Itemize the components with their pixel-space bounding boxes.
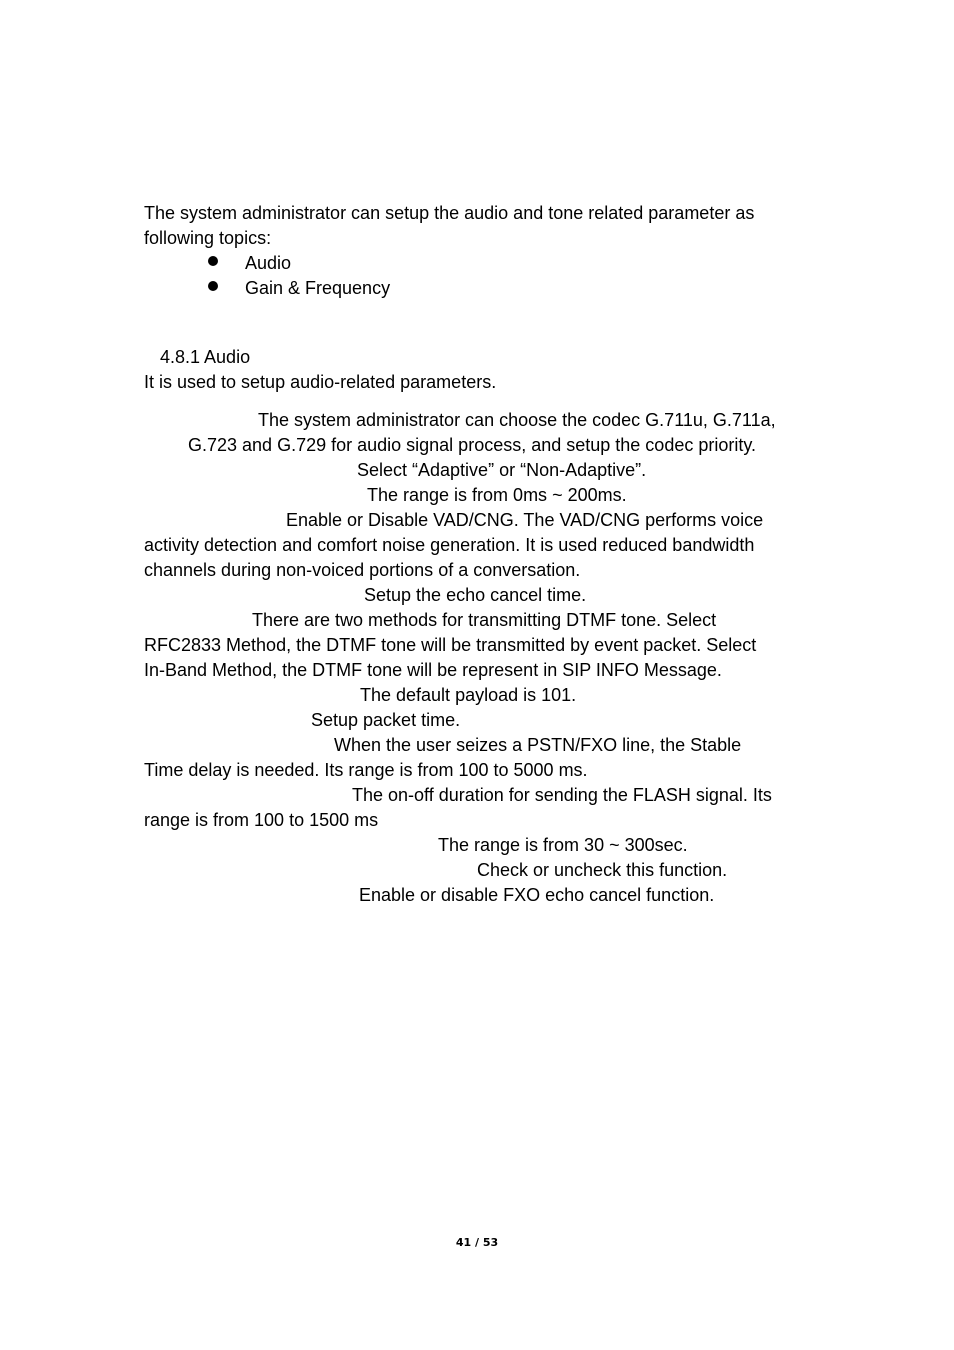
packet-time-description: Setup packet time. (311, 710, 461, 730)
section-heading: 4.8.1 Audio (160, 347, 251, 367)
fxo-echo-cancel-description: Enable or disable FXO echo cancel function. (359, 885, 715, 905)
section-description: It is used to setup audio-related parameters. (144, 372, 497, 392)
dtmf-description-cont: In-Band Method, the DTMF tone will be represent in SIP INFO Message. (144, 660, 722, 680)
bullet-icon (208, 281, 218, 291)
bullet-icon (208, 256, 218, 266)
check-function-description: Check or uncheck this function. (477, 860, 728, 880)
echo-cancel-description: Setup the echo cancel time. (364, 585, 587, 605)
flash-description-cont: range is from 100 to 1500 ms (144, 810, 379, 830)
vad-cng-description-cont: channels during non-voiced portions of a conversation. (144, 560, 581, 580)
vad-cng-description: Enable or Disable VAD/CNG. The VAD/CNG performs voice (286, 510, 764, 530)
flash-description: The on-off duration for sending the FLASH signal. Its (352, 785, 772, 805)
dtmf-description-cont: RFC2833 Method, the DTMF tone will be transmitted by event packet. Select (144, 635, 757, 655)
stable-time-description-cont: Time delay is needed. Its range is from 100 to 5000 ms. (144, 760, 588, 780)
range-description: The range is from 30 ~ 300sec. (438, 835, 688, 855)
codec-description-cont: G.723 and G.729 for audio signal process, and setup the codec priority. (188, 435, 757, 455)
page-number: 41 / 53 (455, 1236, 499, 1249)
payload-description: The default payload is 101. (360, 685, 577, 705)
intro-line-2: following topics: (144, 228, 272, 248)
codec-description: The system administrator can choose the codec G.711u, G.711a, (258, 410, 776, 430)
jitter-mode-description: Select “Adaptive” or “Non-Adaptive”. (357, 460, 647, 480)
stable-time-description: When the user seizes a PSTN/FXO line, the Stable (334, 735, 742, 755)
intro-line-1: The system administrator can setup the audio and tone related parameter as (144, 203, 755, 223)
topic-item-gain-frequency: Gain & Frequency (245, 278, 391, 298)
jitter-range-description: The range is from 0ms ~ 200ms. (367, 485, 627, 505)
vad-cng-description-cont: activity detection and comfort noise generation. It is used reduced bandwidth (144, 535, 755, 555)
topic-item-audio: Audio (245, 253, 292, 273)
dtmf-description: There are two methods for transmitting DTMF tone. Select (252, 610, 717, 630)
